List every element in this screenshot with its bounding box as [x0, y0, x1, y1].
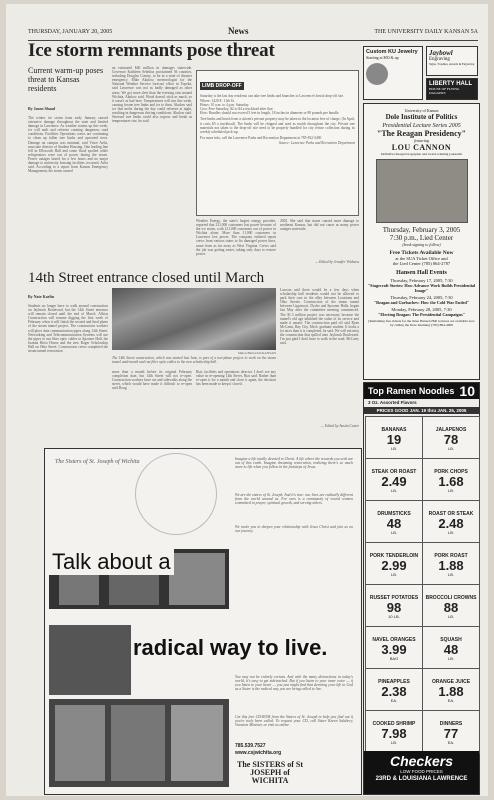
grocery-item-name: ORANGE JUICE	[431, 679, 471, 685]
grocery-item-unit: LB.	[447, 446, 454, 451]
dole-featuring: featuring	[414, 138, 429, 143]
photo-caption: The 14th Street construction, which was started last June, is part of a two-phase project to work on the steam tunnel underneath and run fiber optic cables to the new scholarship hall.	[112, 356, 276, 365]
grocery-item-unit: LB.	[447, 488, 454, 493]
construction-editor: — Edited by Austin Caster	[320, 424, 359, 428]
grocery-item-price: 2.48	[438, 516, 464, 531]
dole-tickets-title: Free Tickets Available Now	[389, 250, 454, 256]
grocery-item-unit: LB.	[390, 572, 397, 577]
sisters-ad	[44, 448, 362, 795]
grocery-item	[422, 584, 480, 628]
grocery-item-price: 77	[443, 726, 459, 741]
event-1-date: Thursday, February 17, 2005, 7:30	[390, 278, 453, 283]
limb-box-item: Cost: Free Saturday, $2 to $4 a truckload after that	[200, 107, 273, 112]
newspaper-page	[6, 4, 488, 796]
grocery-item	[422, 500, 480, 544]
grocery-item-unit: LB.	[390, 740, 397, 745]
ice-storm-body-col1: The winter ice storm from early January caused extensive damage throughout the state and limited damage in Lawrence. As weather warms up this week, ice will melt and refreeze creating dangerous road conditions. Facilities Operations crews are continuing to clean up fallen tree limbs and uprooted trees. Damage on campus was minimal, said Vince Avila, associate director of Student Housing. One leading line fell in Ellsworth Hall and some flood spoiled while refrigerators were out of power during the storm. Power outages lasted for a few hours and no major damage to university housing facilities occurred, Avila said. According to a report from Kansas Emergency Management, the storm caused	[28, 116, 108, 174]
dole-event-date: Thursday, February 3, 2005	[382, 226, 461, 234]
ice-storm-body-col2: an estimated $40 million in damages statewide. Governor Kathleen Sebelius proclaimed 56 counties, including Douglas County, to be in a state of disaster emergency. Mike Akulow, meteorologist for the National Weather Service forecast office in Topeka, said Lawrence was not as badly damaged as other areas. We got more sleet than the freezing rain around Wichita, Akulow said. Wood doesn't stick as much, so it wasn't as bad here. Temperatures will rise this week, causing frozen tree limbs and ice to thaw. Akulow said ice that melts during the day could refreeze at night, resulting in dangerous driving conditions. Akulow said. Stressed tree limbs could also regrow and break as temperatures rise, he said.	[112, 66, 192, 124]
grocery-item	[422, 542, 480, 586]
dole-event-time: 7:30 p.m., Lied Center	[389, 234, 454, 242]
ramen-title: Top Ramen Noodles	[368, 386, 455, 396]
grocery-item	[365, 500, 423, 544]
event-2-title: "Reagan and Gorbachev: How the Cold War Ended"	[373, 300, 470, 305]
grocery-item-name: SQUASH	[440, 637, 462, 643]
limb-box-item: Hours: 10 a.m. to 4 p.m. Saturday	[200, 103, 249, 108]
grocery-item	[365, 416, 423, 460]
grocery-item-price: 48	[386, 516, 402, 531]
construction-body-col3: Riat, facilities and operations director. I don't see any value in re-opening 14th Street, Riat said. Rather than re-open it for a month and close it again, the decision has been made to keep it closed.	[196, 370, 276, 387]
grocery-item-price: 7.98	[381, 726, 407, 741]
checkers-logo: Checkers	[389, 753, 454, 769]
ramen-price: 10	[459, 383, 475, 399]
dole-tickets-2: the Lied Center (785) 864-2787	[392, 261, 451, 266]
grocery-item-name: BROCCOLI CROWNS	[425, 595, 477, 601]
sisters-website[interactable]: www.csjwichita.org	[235, 750, 282, 756]
grocery-item-unit: BAG	[389, 656, 399, 661]
limb-box-contact: For more info, call the Lawrence Parks and Recreation Department at 785-832-3450	[200, 135, 322, 140]
construction-body-col2: more than a month before its original February completion date, but 14th Street will not re-open. Construction workers have cut and sidewalks along the street, which would have made it difficult to re-open said Doug	[112, 370, 192, 391]
dole-institute-ad	[363, 103, 480, 380]
event-1-title: "Stagecraft Stories: How Advance Work Builds Presidential Image"	[367, 283, 476, 293]
grocery-item-unit: LB.	[390, 530, 397, 535]
grocery-item-name: PORK CHOPS	[434, 469, 468, 475]
grocery-item-name: PORK ROAST	[434, 553, 468, 559]
jewelry-ring-image	[366, 63, 388, 85]
ice-storm-editor: — Edited by Jennifer Voldness	[315, 260, 359, 264]
grocery-item-name: NAVEL ORANGES	[372, 637, 416, 643]
grocery-item-name: STEAK OR ROAST	[371, 469, 417, 475]
grocery-item	[365, 458, 423, 502]
checkers-tagline: LOW FOOD PRICES	[400, 769, 443, 774]
event-3-title: "Electing Reagan: The Presidential Campaigns"	[378, 312, 465, 317]
grocery-item-name: PINEAPPLES	[378, 679, 410, 685]
grocery-item-unit: LB.	[390, 488, 397, 493]
grocery-item-name: ROAST OR STEAK	[428, 511, 474, 517]
grocery-item-unit: LB.	[447, 614, 454, 619]
sisters-headline-2: radical way to live.	[133, 635, 328, 660]
grocery-item	[365, 626, 423, 670]
grocery-item	[422, 668, 480, 712]
grocery-item	[365, 542, 423, 586]
grocery-item	[422, 710, 480, 754]
event-2-date: Thursday, February 24, 2005, 7:30	[390, 295, 453, 300]
grocery-item-price: 98	[386, 600, 402, 615]
section-name: News	[228, 26, 249, 36]
sisters-copy-2: We are the sisters of St. Joseph. And it's true: our lives are radically different from the world around us. For ours is a community of vowed women committed to prayer, spiritual growth, and serving others.	[235, 493, 353, 506]
sisters-copy-5: Get this free CD-ROM from the Sisters of St. Joseph to help you find out if you're truly been called. To request your CD, call Sister Karen Salsbery, Vocation Minister, or visit us online.	[235, 715, 353, 728]
grocery-item	[365, 710, 423, 754]
construction-body-col4: Lawson said there would be a few days when scholarship hall residents would not be allowed to park their cars in the alley between Louisiana and Ohio Streets. Construction of the steam tunnel between Lippincott, Dyche and Spooner Halls, began last May after the committee meeting commenced. The $1.3 million project was necessary because the tunnel's old age inhibited the value of its service and made it unsafe. The construction paid off said Ryan McCants, Bay City, Mich. graduate student. It looks a lot nicer than it is completed, he said. We will not miss the construction that spilled onto Jayhawk Boulevard. I'm just glad I don't have to walk in the road, McCarty said.	[280, 288, 359, 346]
grocery-item-unit: LB.	[447, 572, 454, 577]
price-dates: PRICES GOOD JAN. 19 thru JAN. 25, 2005	[364, 407, 479, 414]
grocery-item-price: 19	[386, 432, 402, 447]
paper-name: THE UNIVERSITY DAILY KANSAN 5A	[374, 29, 478, 35]
hansen-hall-title: Hansen Hall Events	[396, 270, 447, 276]
grocery-item	[422, 458, 480, 502]
dole-event-note: (book signing to follow)	[402, 242, 441, 247]
grocery-item-price: 2.38	[381, 684, 407, 699]
jaybowl-small: Signs, Trophies, Awards & Engraving	[429, 62, 475, 66]
ice-storm-byline: By Jason Shaad	[28, 106, 56, 111]
limb-box-item: How: Bundles should not exceed 5 feet in length, 18 inches in diameter or 80 pounds per bundle.	[200, 111, 340, 116]
ramen-assorted: 3 Oz. Assorted Flavors	[368, 400, 417, 405]
jaybowl-sub: Engraving	[429, 57, 450, 62]
limb-box-intro: Saturday is the last day residents can take tree limbs and branches to Lawrence's brush drop-off site.	[200, 94, 344, 98]
ku-jewelry-title: Custom KU Jewelry	[366, 49, 418, 55]
grocery-item-unit: EA.	[390, 698, 398, 703]
ku-jewelry-ad	[363, 46, 423, 100]
dole-title: Dole Institute of Politics	[385, 113, 458, 121]
ice-storm-body-col3: Weather Energy, the state's largest energy provider, reported that 211,000 customers lost power because of the ice storm, with 121,000 customers out of power in Wichita alone. More than 11,000 customers in Lawrence lost power. The company enlisted repair crews from various states to fix damaged power lines, some from as far away as West Virginia. Crews said the job was getting easier, taking only days to restore power.	[196, 219, 276, 256]
checkers-ad	[363, 382, 480, 795]
sisters-seal-logo	[135, 453, 217, 535]
construction-byline: By Nate Karlin	[28, 294, 54, 299]
grocery-item-price: 48	[443, 642, 459, 657]
liberty-hall-title: LIBERTY HALL	[429, 81, 473, 87]
grocery-item-price: 2.49	[381, 474, 407, 489]
jaybowl-title: Jaybowl	[429, 49, 453, 57]
construction-headline: 14th Street entrance closed until March	[28, 270, 265, 286]
checkers-footer	[364, 751, 479, 794]
dole-speaker: LOU CANNON	[391, 143, 452, 152]
sisters-logo-text: The Sisters of St. Joseph of Wichita	[55, 459, 140, 465]
grocery-item-name: COOKED SHRIMP	[372, 721, 416, 727]
sisters-headline-1: Talk about a	[49, 549, 174, 575]
sisters-copy-1: Imagine a life totally devoted to Christ. A life where the rewards you seek are out of this earth. Imagine dreaming restoration, realizing there's so much more to life when you follow in the footsteps of Jesus.	[235, 457, 353, 470]
sisters-copy-3: We invite you to deepen your relationship with Jesus Christ and join us on our journey.	[235, 525, 353, 534]
issue-date: THURSDAY, JANUARY 20, 2005	[28, 29, 113, 35]
construction-body-col1: Students no longer have to walk around construction on Jayhawk Boulevard, but the 14th Street entrance will remain closed until the end of March. Allstar Construction will resume digging the first week of February when it will finish the second and final phase of the steam tunnel project. The construction workers will place data communication pipes along 14th Street. Networking and Telecommunication Systems will use the pipes to run fiber optic cables to Spooner Hall, the Juanita Hoist House and the new Roger Scholarship Hall on Ohio Street. Construction crews completed the steam tunnel renovation	[28, 304, 108, 354]
grocery-item-name: DRUMSTICKS	[377, 511, 411, 517]
liberty-hall-ad	[426, 78, 478, 100]
dole-series: Presidential Lecture Series 2005	[382, 123, 461, 129]
ice-storm-headline: Ice storm remnants pose threat	[28, 40, 275, 61]
dole-speaker-note: Definitive Reagan biographer and award-winning journalist	[380, 152, 463, 156]
ku-jewelry-sub: Starting at $50 & up	[366, 55, 399, 60]
grocery-item-price: 78	[443, 432, 459, 447]
grocery-item-name: DINNERS	[439, 721, 463, 727]
grocery-item	[365, 668, 423, 712]
grocery-item	[422, 416, 480, 460]
grocery-item-price: 2.99	[381, 558, 407, 573]
sisters-copy-4: You may not be entirely certain. And with the many distractions in today's world, it's easy to get sidetracked. But if you listen to your inner voice — if you listen to your heart — you just might find that devoting your life to God as a Sister is the radical way you are being called to live.	[235, 675, 353, 692]
dole-theme: "The Reagan Presidency"	[376, 129, 467, 138]
grocery-item	[365, 584, 423, 628]
grocery-item-price: 1.88	[438, 684, 464, 699]
limb-box-source: Source: Lawrence Parks and Recreation Department	[278, 140, 355, 145]
photo-strip-bottom	[49, 699, 229, 787]
grocery-item-unit: EA.	[447, 698, 455, 703]
grocery-item-unit: LB.	[390, 446, 397, 451]
dole-footer: (Remaining free tickets for the three Hansen Hall lectures are available now by calling the Dole Institute) (785) 864-4900	[368, 319, 475, 327]
ice-storm-body-col4: 2002. She said that storm caused more damage to northeast Kansas, but did not cause as many power outages statewide.	[280, 219, 359, 232]
photo-credit: Simon Barbarich/KANSAN	[237, 351, 276, 355]
grocery-item-name: BANANAS	[381, 427, 407, 433]
sisters-footer-logo: The SISTERS of St JOSEPH of WICHITA	[236, 760, 304, 785]
page-header	[28, 26, 478, 41]
grocery-item	[422, 626, 480, 670]
grocery-item-price: 1.88	[438, 558, 464, 573]
lou-cannon-photo	[376, 159, 468, 223]
grocery-item-name: RUSSET POTATOES	[369, 595, 419, 601]
sisters-phone: 785.539.7527	[235, 743, 266, 749]
grocery-item-name: PORK TENDERLOIN	[369, 553, 419, 559]
grocery-item-price: 3.99	[381, 642, 407, 657]
dole-tickets-1: at the SUA Ticket Office and	[395, 256, 448, 261]
grocery-item-unit: 10 LB.	[388, 614, 400, 619]
checkers-address: 23RD & LOUISIANA LAWRENCE	[375, 776, 468, 782]
event-3-date: Monday, February 28, 2005, 7:30	[391, 307, 452, 312]
grocery-item-price: 1.68	[438, 474, 464, 489]
jaybowl-ad	[426, 46, 478, 76]
grocery-item-unit: LB.	[447, 656, 454, 661]
limb-box-title: LIMB DROP-OFF	[202, 83, 242, 89]
grocery-item-price: 88	[443, 600, 459, 615]
ramen-banner	[364, 383, 479, 399]
grocery-item-unit: LB.	[447, 530, 454, 535]
liberty-hall-sub: HOUSE OF FLYING DAGGERS	[429, 87, 460, 95]
ice-storm-deck: Current warm-up poses threat to Kansas residents	[28, 66, 104, 93]
construction-photo	[112, 288, 276, 350]
dole-org: University of Kansas	[404, 108, 439, 113]
limb-box-notes: Tree limbs and brush from a citizen's private property may be taken to the location free of charge. (In April, it costs $5 a truckload). The limbs will be chipped and used as mulch throughout the city. Private tree materials not taken to the drop-off site need to be properly bundled for city refuse collection during its weekly scheduled pick-up.	[200, 117, 355, 134]
grocery-item-unit: EA.	[447, 740, 455, 745]
grocery-item-name: JALAPENOS	[435, 427, 467, 433]
sisters-photo-left	[49, 625, 131, 695]
limb-dropoff-box	[196, 70, 359, 216]
limb-box-item: Where: 1420 E. 11th St.	[200, 99, 235, 104]
